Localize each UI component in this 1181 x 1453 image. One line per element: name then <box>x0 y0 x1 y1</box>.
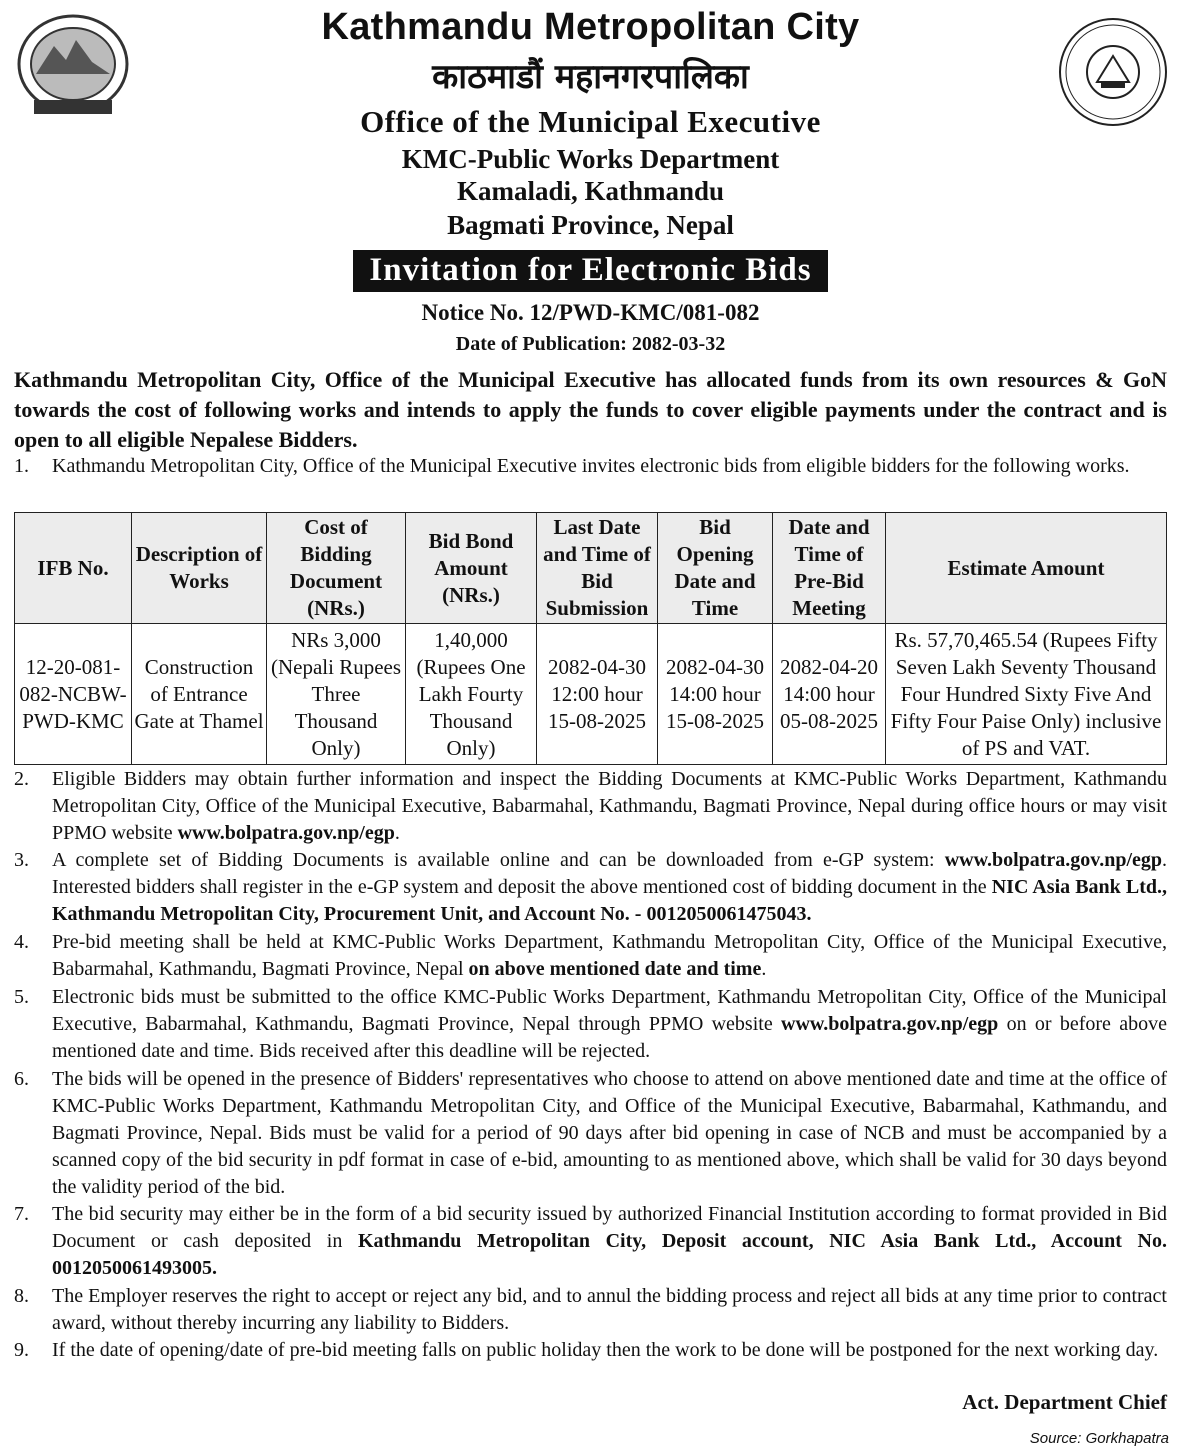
item-text: The bids will be opened in the presence of Bidders' representatives who choose to attend on above mentioned date and time at the office of KMC-Public Works Department, Kathmandu Metropolitan City, and Office of the Municipal Executive, Babarmahal, Kathmandu, and Bagmati Province, Nepal. Bids must be valid for a period of 90 days after bid opening in case of NCB and must be accompanied by a scanned copy of the bid security in pdf format in case of e-bid, amounting to as mentioned above, which shall be valid for 30 days beyond the validity period of the bid. <box>52 1068 1167 1198</box>
list-item-4 <box>14 929 1167 983</box>
bank-account-text: NIC Asia Bank Ltd., Kathmandu Metropolitan City, Procurement Unit, and Account No. - 0012050061475043. <box>52 876 1167 925</box>
item-number: 9. <box>14 1339 29 1361</box>
item-text: If the date of opening/date of pre-bid meeting falls on public holiday then the work to be done will be postponed for the next working day. <box>52 1339 1159 1361</box>
department-title: KMC-Public Works Department <box>401 144 780 174</box>
invitation-banner: Invitation for Electronic Bids <box>353 250 827 292</box>
source-credit: Source: Gorkhapatra <box>1029 1430 1169 1447</box>
cell-bid-opening: 2082-04-30 14:00 hour 15-08-2025 <box>658 624 773 765</box>
cell-bid-bond: 1,40,000 (Rupees One Lakh Fourty Thousand Only) <box>406 624 537 765</box>
item-number: 6. <box>14 1068 29 1090</box>
item-number: 2. <box>14 768 29 790</box>
cell-description: Construction of Entrance Gate at Thamel <box>132 624 267 765</box>
deposit-account-text: Kathmandu Metropolitan City, Deposit account, NIC Asia Bank Ltd., Account No. 0012050061493005. <box>52 1230 1167 1279</box>
item-number: 4. <box>14 931 29 953</box>
intro-paragraph: Kathmandu Metropolitan City, Office of the Municipal Executive has allocated funds from its own resources & GoN towards the cost of following works and intends to apply the funds to cover eligible payments under the contract and is open to all eligible Nepalese Bidders. <box>14 367 1167 452</box>
item-number: 1. <box>14 455 29 477</box>
list-item-3 <box>14 847 1167 928</box>
publication-date: Date of Publication: 2082-03-32 <box>455 333 726 355</box>
item-text: The Employer reserves the right to accept or reject any bid, and to annul the bidding process and reject all bids at any time prior to contract award, without thereby incurring any liability to Bidders. <box>52 1285 1167 1334</box>
cell-cost-document: NRs 3,000 (Nepali Rupees Three Thousand Only) <box>267 624 406 765</box>
ppmo-link[interactable]: www.bolpatra.gov.np/egp <box>177 822 395 844</box>
list-item-2 <box>14 766 1167 847</box>
item-number: 7. <box>14 1203 29 1225</box>
col-description: Description of Works <box>132 513 267 624</box>
col-estimate: Estimate Amount <box>886 513 1167 624</box>
list-item-9 <box>14 1337 1167 1364</box>
org-title: Kathmandu Metropolitan City <box>321 6 860 48</box>
item-text: The bid security may either be in the form of a bid security issued by authorized Financial Institution according to format provided in Bid Document or cash deposited in Kathmandu Metropolitan City, Deposit account, NIC Asia Bank Ltd., Account No. 0012050061493005. <box>52 1203 1167 1279</box>
egp-link[interactable]: www.bolpatra.gov.np/egp <box>944 849 1162 871</box>
item-text: Pre-bid meeting shall be held at KMC-Public Works Department, Kathmandu Metropolitan City, Office of the Municipal Executive, Babarmahal, Kathmandu, Bagmati Province, Nepal on above mentioned date and time. <box>52 931 1167 980</box>
list-item-8 <box>14 1283 1167 1337</box>
col-prebid-meeting: Date and Time of Pre-Bid Meeting <box>773 513 886 624</box>
notice-number: Notice No. 12/PWD-KMC/081-082 <box>421 300 760 325</box>
col-bid-opening: Bid Opening Date and Time <box>658 513 773 624</box>
cell-last-date: 2082-04-30 12:00 hour 15-08-2025 <box>537 624 658 765</box>
col-bid-bond: Bid Bond Amount (NRs.) <box>406 513 537 624</box>
item-text: Electronic bids must be submitted to the office KMC-Public Works Department, Kathmandu Metropolitan City, Office of the Municipal Executive, Babarmahal, Kathmandu, Bagmati Province, Nepal through PPMO website www.bolpatra.gov.np/egp on or before above mentioned date and time. Bids received after this deadline will be rejected. <box>52 986 1167 1062</box>
list-item-7 <box>14 1201 1167 1282</box>
col-cost-document: Cost of Bidding Document (NRs.) <box>267 513 406 624</box>
col-ifb-no: IFB No. <box>15 513 132 624</box>
cell-ifb-no: 12-20-081-082-NCBW-PWD-KMC <box>15 624 132 765</box>
list-item-1 <box>14 453 1167 480</box>
item-text: Eligible Bidders may obtain further information and inspect the Bidding Documents at KMC-Public Works Department, Kathmandu Metropolitan City, Office of the Municipal Executive, Babarmahal, Kathmandu, Bagmati Province, Nepal during office hours or may visit PPMO website www.bolpatra.gov.np/egp. <box>52 768 1167 844</box>
address-line-1: Kamaladi, Kathmandu <box>456 176 725 206</box>
list-item-6 <box>14 1066 1167 1201</box>
col-last-date: Last Date and Time of Bid Submission <box>537 513 658 624</box>
table-header-row <box>15 513 1167 624</box>
list-item-5 <box>14 984 1167 1065</box>
office-title: Office of the Municipal Executive <box>360 104 821 139</box>
ppmo-link[interactable]: www.bolpatra.gov.np/egp <box>781 1013 999 1035</box>
banner-wrap <box>0 250 1181 292</box>
cell-estimate: Rs. 57,70,465.54 (Rupees Fifty Seven Lakh Seventy Thousand Four Hundred Sixty Five And Fifty Four Paise Only) inclusive of PS and VAT. <box>886 624 1167 765</box>
item-text: A complete set of Bidding Documents is available online and can be downloaded from e-GP system: www.bolpatra.gov.np/egp. Interested bidders shall register in the e-GP system and deposit the above mentioned cost of bidding document in the NIC Asia Bank Ltd., Kathmandu Metropolitan City, Procurement Unit, and Account No. - 0012050061475043. <box>52 849 1167 925</box>
address-line-2: Bagmati Province, Nepal <box>447 210 734 240</box>
cell-prebid-meeting: 2082-04-20 14:00 hour 05-08-2025 <box>773 624 886 765</box>
item-number: 8. <box>14 1285 29 1307</box>
bids-table <box>14 512 1167 765</box>
table-row <box>15 624 1167 765</box>
signature-title: Act. Department Chief <box>962 1390 1167 1414</box>
item-number: 3. <box>14 849 29 871</box>
org-native-title: काठमाडौं महानगरपालिका <box>432 57 749 97</box>
item-number: 5. <box>14 986 29 1008</box>
item-text: Kathmandu Metropolitan City, Office of the Municipal Executive invites electronic bids from eligible bidders for the following works. <box>52 455 1130 477</box>
